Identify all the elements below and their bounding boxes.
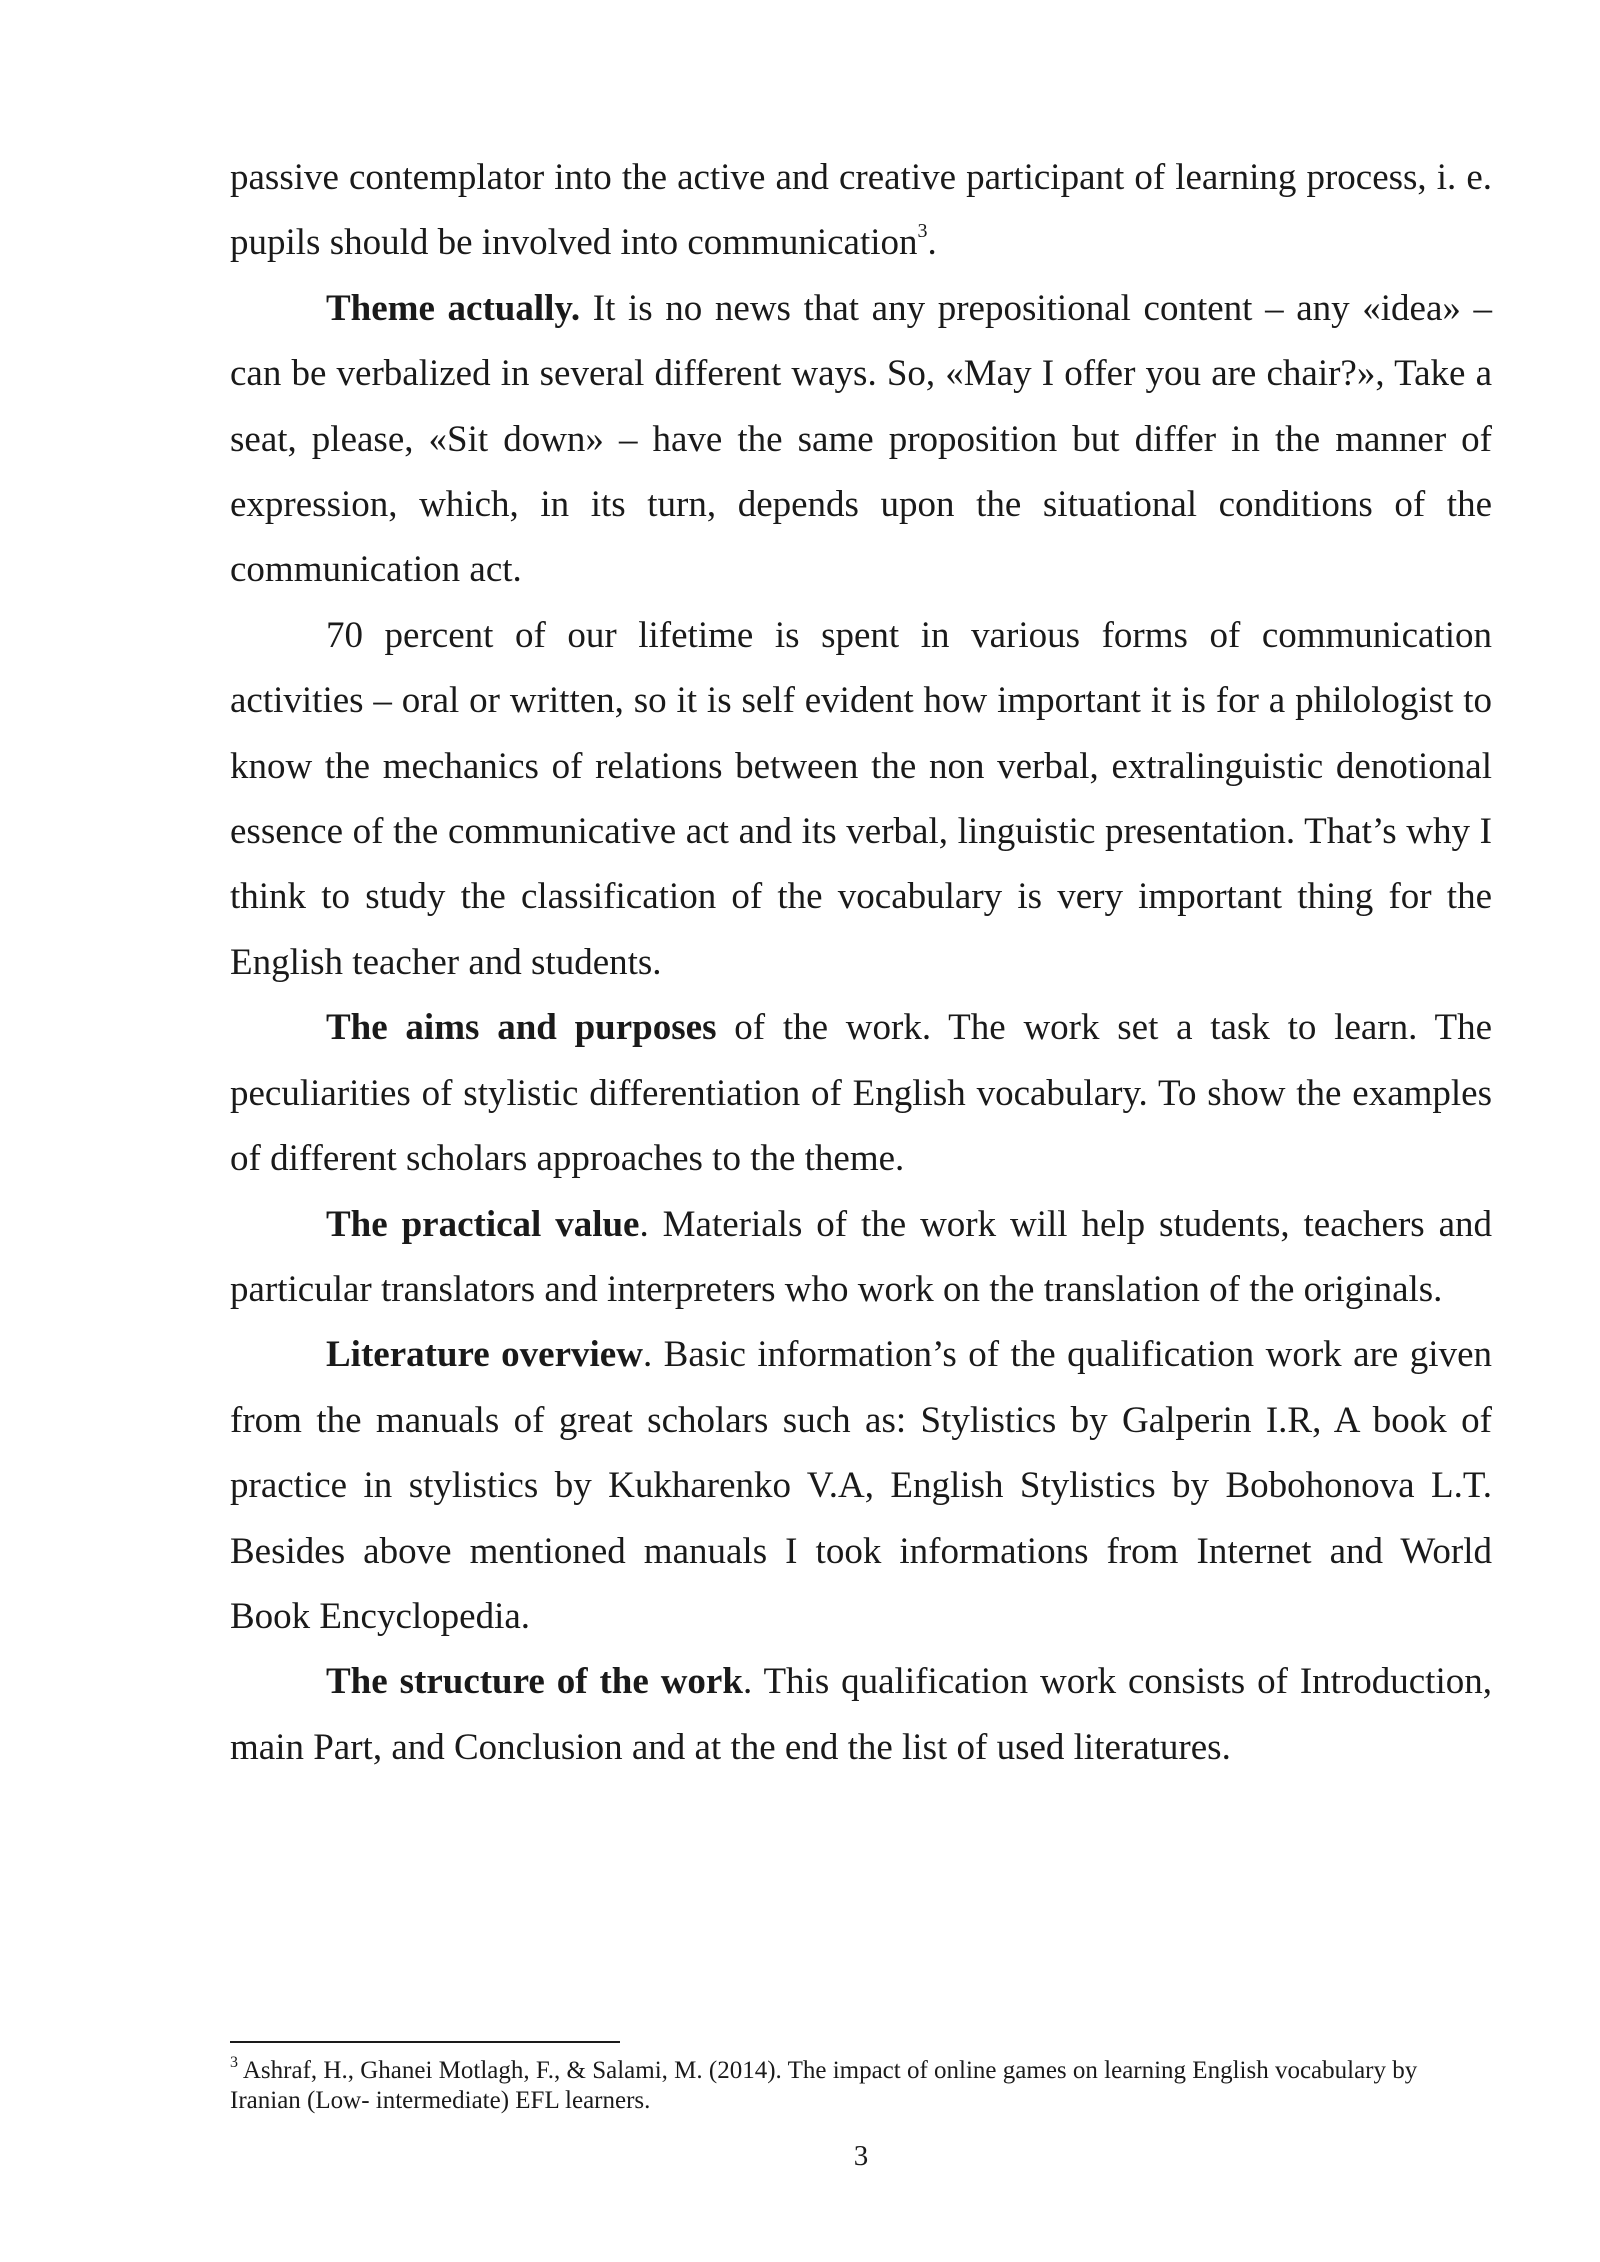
footnote-reference[interactable]: 3: [917, 220, 928, 243]
body-text: [230, 145, 1492, 1780]
paragraph-literature-overview: [230, 1322, 1492, 1649]
paragraph-end-punctuation: .: [927, 222, 937, 264]
paragraph-text: . Basic information’s of the qualification work are given from the manuals of great scholars such as: Stylistics by Galperin I.R, A book of practice in stylistics by Kukharenko V.A, English Stylistics by Bobohonova L.T. Besides above mentioned manuals I took informations from Internet and World Book Encyclopedia.: [230, 1334, 1492, 1637]
paragraph-text: 70 percent of our lifetime is spent in various forms of communication activities – oral or written, so it is self evident how important it is for a philologist to know the mechanics of relations between the non verbal, extralinguistic denotional essence of the communicative act and its verbal, linguistic presentation. That’s why I think to study the classification of the vocabulary is very important thing for the English teacher and students.: [230, 614, 1492, 983]
footnote-text: Ashraf, H., Ghanei Motlagh, F., & Salami, M. (2014). The impact of online games on learning English vocabulary by Iranian (Low- intermediate) EFL learners.: [230, 2057, 1418, 2114]
section-lead-theme-actually: Theme actually.: [326, 287, 581, 329]
paragraph-communication: [230, 145, 1492, 276]
paragraph-structure: [230, 1649, 1492, 1780]
section-lead-aims-purposes: The aims and purposes: [326, 1007, 717, 1049]
footnote-separator: [230, 2041, 620, 2043]
footnote: [230, 2053, 1492, 2116]
paragraph-text: . This qualification work consists of Introduction, main Part, and Conclusion and at the end the list of used literatures.: [230, 1661, 1492, 1768]
section-lead-practical-value: The practical value: [326, 1203, 640, 1245]
paragraph-text: It is no news that any prepositional content – any «idea» – can be verbalized in several different ways. So, «May I offer you are chair?», Take a seat, please, «Sit down» – have the same proposition but differ in the manner of expression, which, in its turn, depends upon the situational conditions of the communication act.: [230, 287, 1492, 591]
footnote-marker: 3: [230, 2053, 238, 2071]
paragraph-text: . Materials of the work will help students, teachers and particular translators and interpreters who work on the translation of the originals.: [230, 1203, 1492, 1310]
section-lead-structure: The structure of the work: [326, 1661, 743, 1703]
paragraph-theme-actuality: [230, 276, 1492, 603]
section-lead-literature-overview: Literature overview: [326, 1334, 643, 1376]
paragraph-aims-purposes: [230, 995, 1492, 1191]
paragraph-practical-value: [230, 1192, 1492, 1323]
paragraph-communication-activities: [230, 603, 1492, 995]
paragraph-text: of the work. The work set a task to learn. The peculiarities of stylistic differentiation of English vocabulary. To show the examples of different scholars approaches to the theme.: [230, 1007, 1492, 1180]
paragraph-text: passive contemplator into the active and creative participant of learning process, i. e. pupils should be involved into communication: [230, 157, 1492, 264]
page-number: 3: [853, 2140, 869, 2172]
